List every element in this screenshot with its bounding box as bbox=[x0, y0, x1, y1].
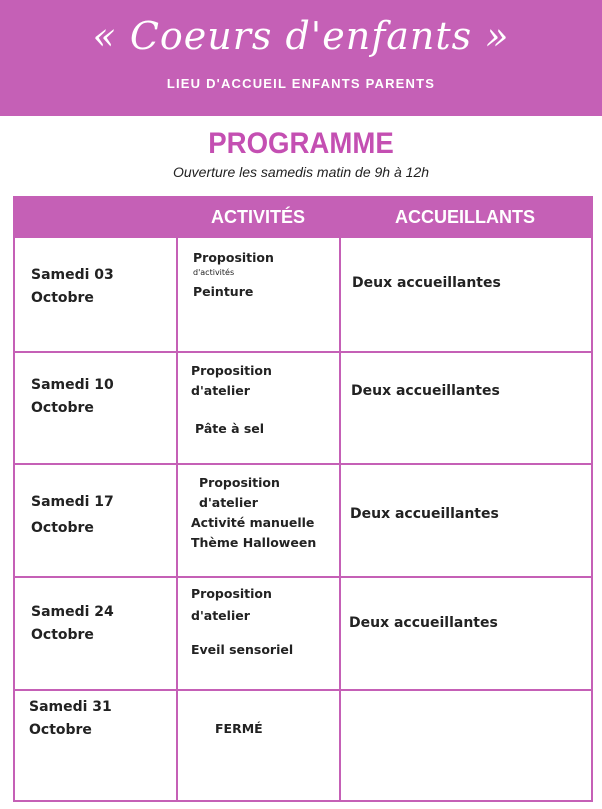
activity-line: Peinture bbox=[193, 284, 254, 299]
activity-cell bbox=[191, 473, 316, 553]
activity-line: Proposition bbox=[191, 586, 272, 601]
date-cell bbox=[31, 489, 114, 541]
activity-line: Proposition bbox=[191, 363, 272, 378]
date-day: Samedi 03 bbox=[31, 267, 114, 283]
programme-subtitle: Ouverture les samedis matin de 9h à 12h bbox=[172, 164, 430, 180]
programme-title: PROGRAMME bbox=[208, 127, 394, 160]
date-month: Octobre bbox=[31, 627, 94, 643]
activity-line: d'atelier bbox=[191, 608, 250, 623]
activity-cell bbox=[191, 584, 293, 660]
activity-cell bbox=[193, 248, 274, 302]
header-banner bbox=[0, 0, 602, 116]
date-cell bbox=[31, 264, 114, 310]
activity-line: Thème Halloween bbox=[191, 535, 317, 550]
date-day: Samedi 31 bbox=[29, 699, 112, 715]
activity-line: d'atelier bbox=[199, 495, 258, 510]
row-divider bbox=[15, 576, 591, 578]
activity-line: Pâte à sel bbox=[195, 421, 265, 436]
accueillants-cell: Deux accueillantes bbox=[350, 506, 499, 522]
header-activites: ACTIVITÉS bbox=[211, 207, 306, 227]
column-divider bbox=[339, 238, 341, 800]
activity-cell bbox=[191, 361, 272, 439]
date-month: Octobre bbox=[31, 520, 94, 536]
date-cell bbox=[31, 601, 114, 647]
column-divider bbox=[176, 238, 178, 800]
activity-line: Eveil sensoriel bbox=[191, 642, 294, 657]
banner-title: « Coeurs d'enfants » bbox=[92, 14, 510, 58]
banner-subtitle: LIEU D'ACCUEIL ENFANTS PARENTS bbox=[166, 76, 436, 91]
date-month: Octobre bbox=[31, 290, 94, 306]
date-month: Octobre bbox=[29, 722, 92, 738]
schedule-table bbox=[13, 196, 593, 802]
date-month: Octobre bbox=[31, 400, 94, 416]
date-day: Samedi 24 bbox=[31, 604, 114, 620]
date-cell bbox=[31, 374, 114, 420]
activity-line: d'atelier bbox=[191, 383, 250, 398]
accueillants-cell: Deux accueillantes bbox=[351, 383, 500, 399]
date-cell bbox=[29, 696, 112, 742]
table-header bbox=[15, 198, 591, 238]
activity-line: Proposition bbox=[199, 475, 280, 490]
date-day: Samedi 10 bbox=[31, 377, 114, 393]
accueillants-cell: Deux accueillantes bbox=[349, 615, 498, 631]
row-divider bbox=[15, 351, 591, 353]
accueillants-cell: Deux accueillantes bbox=[352, 275, 501, 291]
activity-line: Proposition bbox=[193, 250, 274, 265]
activity-cell: FERMÉ bbox=[215, 721, 263, 736]
row-divider bbox=[15, 689, 591, 691]
row-divider bbox=[15, 463, 591, 465]
activity-line: d'activités bbox=[193, 268, 235, 277]
activity-line: Activité manuelle bbox=[191, 515, 315, 530]
date-day: Samedi 17 bbox=[31, 494, 114, 510]
header-accueillants: ACCUEILLANTS bbox=[395, 207, 535, 227]
